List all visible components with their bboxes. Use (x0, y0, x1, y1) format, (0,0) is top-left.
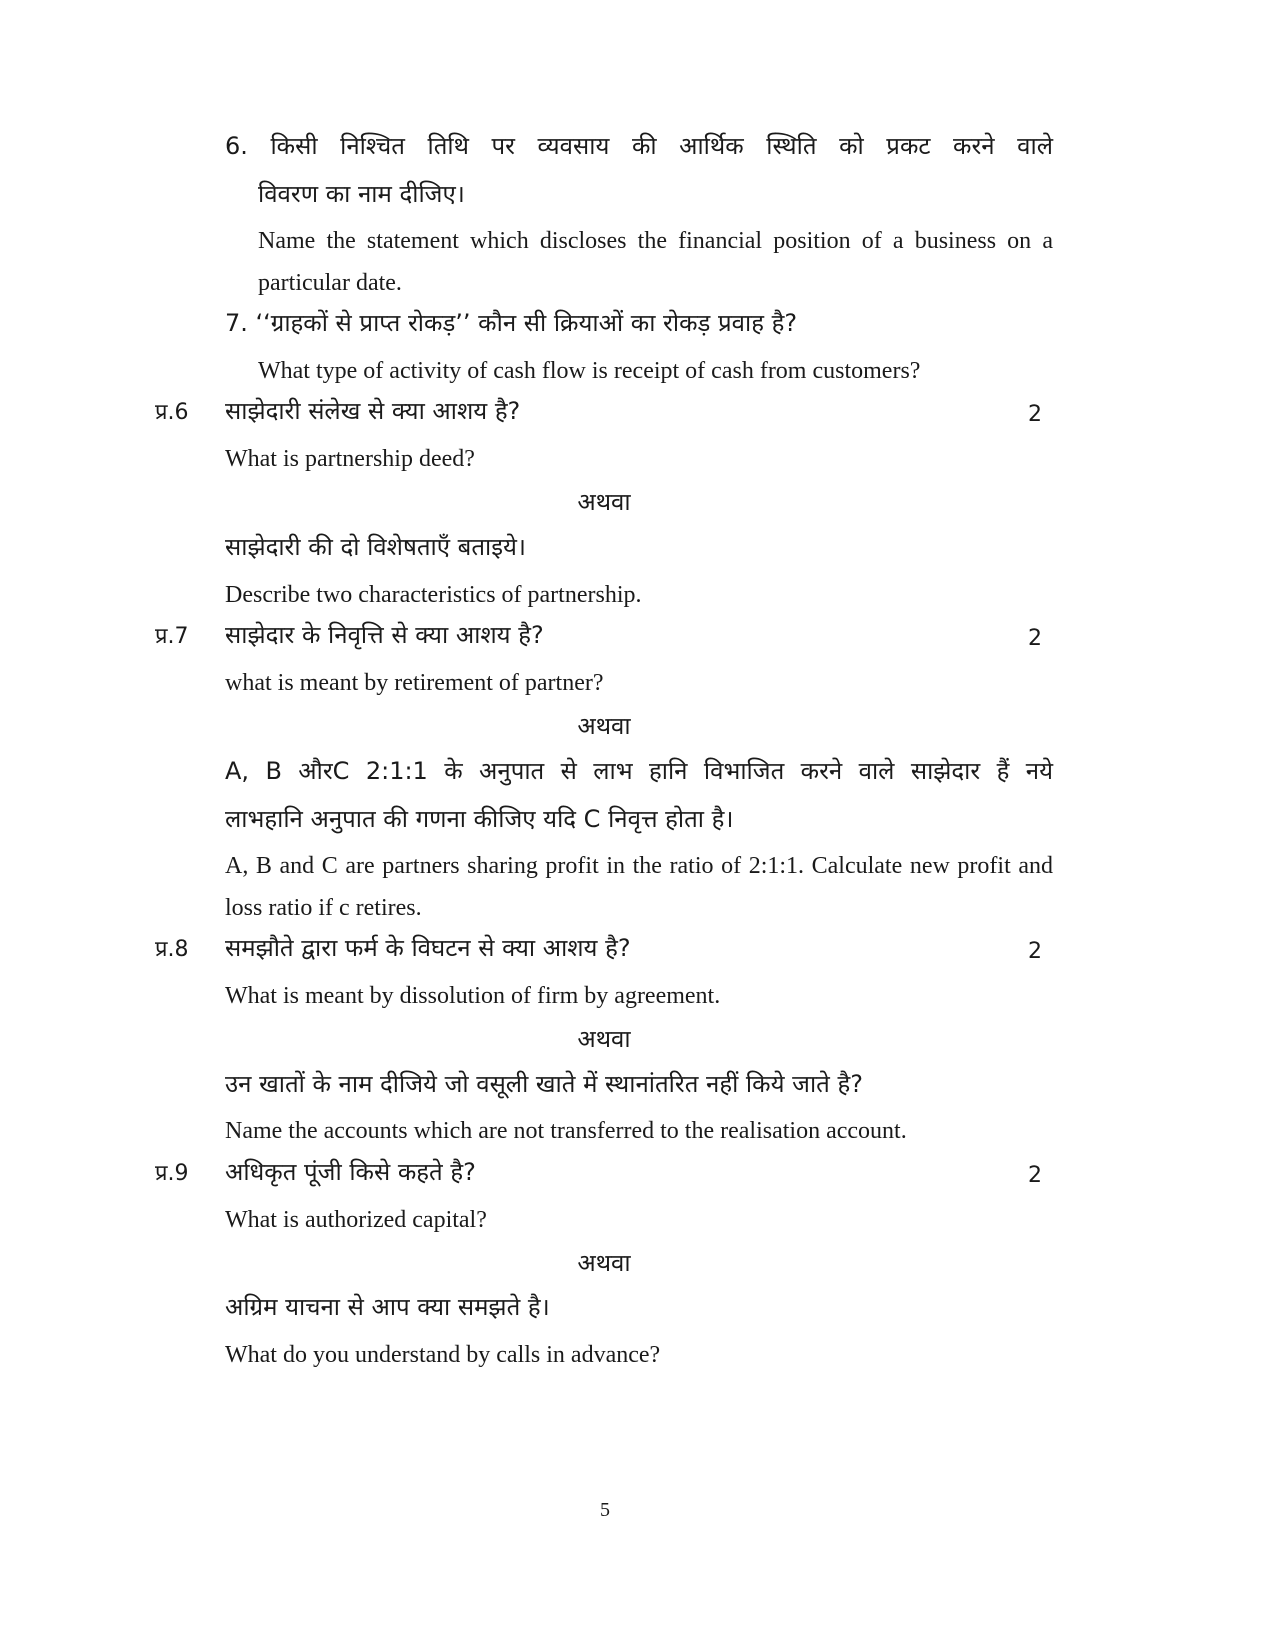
subq6-hindi-line2: विवरण का नाम दीजिए। (258, 180, 465, 208)
q6-alt-hindi: साझेदारी की दो विशेषताएँ बताइये। (225, 533, 527, 561)
q9-alt-english: What do you understand by calls in advance? (225, 1342, 661, 1368)
q9-english: What is authorized capital? (225, 1207, 487, 1233)
q6-hindi: साझेदारी संलेख से क्या आशय है? (225, 397, 521, 425)
q8-number: प्र.8 (155, 937, 189, 962)
q8-hindi: समझौते द्वारा फर्म के विघटन से क्या आशय है? (225, 934, 631, 962)
page-number: 5 (600, 1499, 610, 1521)
q7-english: what is meant by retirement of partner? (225, 670, 604, 696)
q7-alt-english-line1: A, B and C are partners sharing profit in the ratio of 2:1:1. Calculate new profit and (225, 853, 1053, 879)
q8-marks: 2 (1028, 939, 1042, 964)
q7-alt-hindi-line2: लाभहानि अनुपात की गणना कीजिए यदि C निवृत्त होता है। (225, 805, 734, 833)
q6-english: What is partnership deed? (225, 446, 475, 472)
subq7-hindi: 7. ‘‘ग्राहकों से प्राप्त रोकड़’’ कौन सी क्रियाओं का रोकड़ प्रवाह है? (225, 309, 798, 337)
q6-number: प्र.6 (155, 400, 189, 425)
q8-alt-hindi: उन खातों के नाम दीजिये जो वसूली खाते में स्थानांतरित नहीं किये जाते है? (225, 1070, 863, 1098)
q7-alt-english-line2: loss ratio if c retires. (225, 895, 422, 921)
q7-alt-hindi-line1: A, B औरC 2:1:1 के अनुपात से लाभ हानि विभाजित करने वाले साझेदार हैं नये (225, 757, 1053, 785)
q9-or: अथवा (577, 1249, 631, 1277)
subq6-english-line2: particular date. (258, 270, 402, 296)
q8-english: What is meant by dissolution of firm by agreement. (225, 983, 721, 1009)
q6-marks: 2 (1028, 402, 1042, 427)
q9-number: प्र.9 (155, 1161, 189, 1186)
q7-hindi: साझेदार के निवृत्ति से क्या आशय है? (225, 621, 544, 649)
q6-or: अथवा (577, 488, 631, 516)
subq6-hindi-line1: 6. किसी निश्चित तिथि पर व्यवसाय की आर्थिक स्थिति को प्रकट करने वाले (225, 132, 1053, 160)
q9-alt-hindi: अग्रिम याचना से आप क्या समझते है। (225, 1293, 550, 1321)
q9-hindi: अधिकृत पूंजी किसे कहते है? (225, 1158, 476, 1186)
q9-marks: 2 (1028, 1163, 1042, 1188)
q8-or: अथवा (577, 1025, 631, 1053)
q7-or: अथवा (577, 712, 631, 740)
q8-alt-english: Name the accounts which are not transferred to the realisation account. (225, 1118, 907, 1144)
subq7-english: What type of activity of cash flow is receipt of cash from customers? (258, 358, 921, 384)
subq6-english-line1: Name the statement which discloses the financial position of a business on a (258, 228, 1053, 254)
q6-alt-english: Describe two characteristics of partnership. (225, 582, 642, 608)
q7-number: प्र.7 (155, 624, 189, 649)
q7-marks: 2 (1028, 626, 1042, 651)
